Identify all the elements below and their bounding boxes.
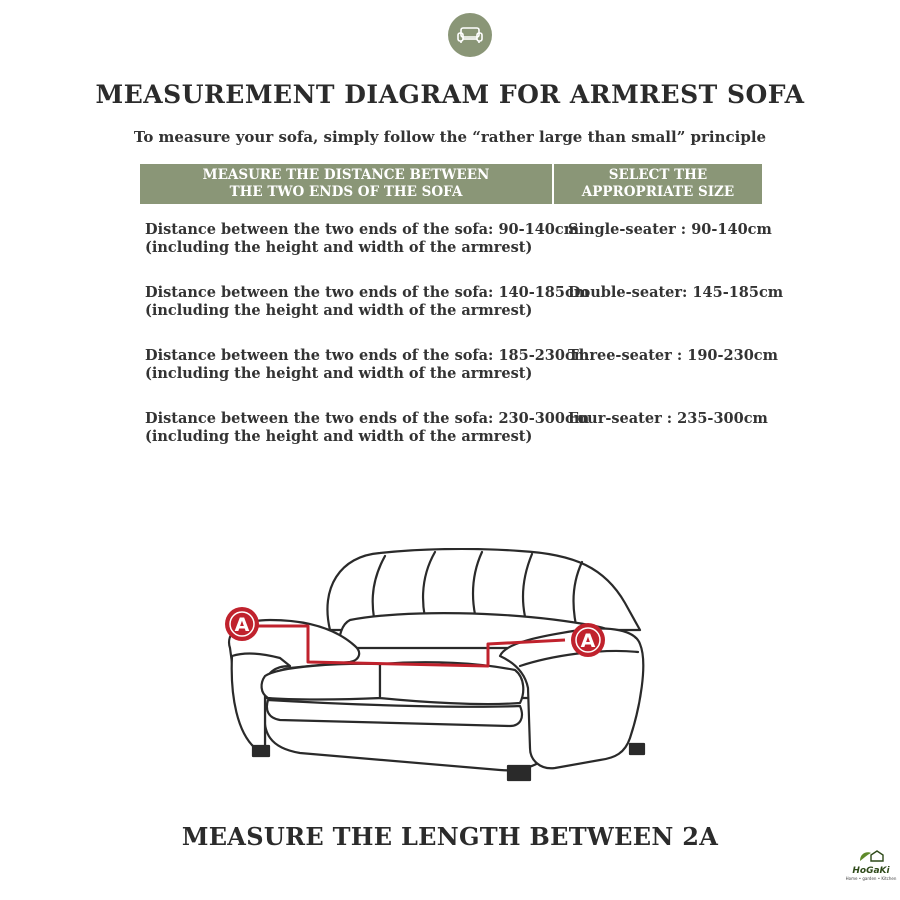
size-text: Four-seater : 235-300cm xyxy=(568,410,768,427)
distance-text: Distance between the two ends of the sofa: 90-140cm xyxy=(145,221,580,238)
table-row xyxy=(145,284,785,347)
table-header xyxy=(140,164,762,204)
header-cell-size xyxy=(554,164,762,204)
armrest-note: (including the height and width of the armrest) xyxy=(145,428,533,445)
armrest-note: (including the height and width of the armrest) xyxy=(145,365,533,382)
size-table-body xyxy=(145,221,785,473)
header-distance-label: MEASURE THE DISTANCE BETWEEN THE TWO ENDS OF THE SOFA xyxy=(202,167,490,200)
page-title: MEASUREMENT DIAGRAM FOR ARMREST SOFA xyxy=(95,80,805,109)
distance-text: Distance between the two ends of the sofa: 230-300cm xyxy=(145,410,590,427)
size-text: Double-seater: 145-185cm xyxy=(568,284,784,301)
header-cell-distance xyxy=(140,164,554,204)
armrest-note: (including the height and width of the armrest) xyxy=(145,302,533,319)
leaf-house-icon xyxy=(857,849,885,863)
size-text: Three-seater : 190-230cm xyxy=(568,347,778,364)
page-subtitle: To measure your sofa, simply follow the “rather large than small” principle xyxy=(133,128,767,146)
marker-label: A xyxy=(234,614,250,636)
distance-text: Distance between the two ends of the sofa: 140-185cm xyxy=(145,284,590,301)
logo-tagline: Home • garden • Kitchen xyxy=(845,876,897,881)
footer-caption: MEASURE THE LENGTH BETWEEN 2A xyxy=(181,822,719,851)
foot-front-right xyxy=(508,766,530,780)
table-row xyxy=(145,410,785,473)
brand-logo xyxy=(842,848,900,888)
marker-a-left xyxy=(225,607,259,641)
sofa-diagram xyxy=(220,548,680,788)
marker-label: A xyxy=(580,630,596,652)
size-text: Single-seater : 90-140cm xyxy=(568,221,772,238)
seat-cushion-right xyxy=(380,662,523,704)
logo-brand: HoGaKi xyxy=(852,866,890,876)
armrest-note: (including the height and width of the armrest) xyxy=(145,239,533,256)
marker-a-right xyxy=(571,623,605,657)
sofa-icon xyxy=(457,26,483,44)
table-row xyxy=(145,221,785,284)
sofa-badge xyxy=(448,13,492,57)
foot-front-left xyxy=(253,746,269,756)
distance-text: Distance between the two ends of the sofa: 185-230cm xyxy=(145,347,590,364)
table-row xyxy=(145,347,785,410)
foot-back-right xyxy=(630,744,644,754)
header-size-label: SELECT THE APPROPRIATE SIZE xyxy=(581,167,735,200)
